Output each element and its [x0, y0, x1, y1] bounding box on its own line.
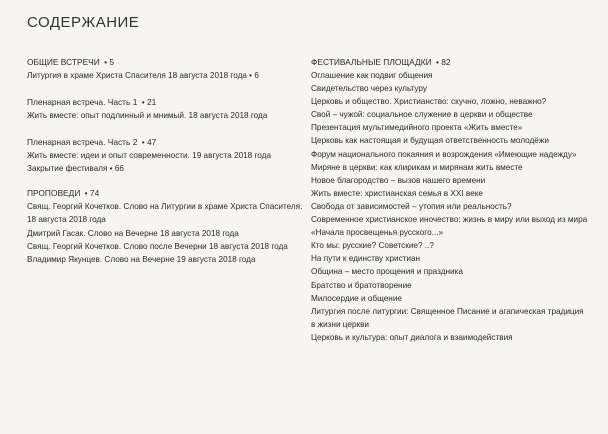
toc-entry: Свящ. Георгий Кочетков. Слово после Вечерни 18 августа 2018 года	[27, 241, 288, 251]
toc-entry: На пути к единству христиан	[311, 254, 421, 264]
toc-entry: Современное христианское иночество: жизнь в миру или выход из мира	[311, 215, 588, 225]
page-number: • 74	[84, 188, 100, 199]
section-heading	[27, 56, 297, 69]
toc-entry: Жить вместе: опыт подлинный и мнимый. 18 августа 2018 года	[27, 111, 268, 121]
toc-entry: Церковь как настоящая и будущая ответственность молодёжи	[311, 136, 549, 146]
toc-entry: в жизни церкви	[311, 319, 370, 329]
page-title: СОДЕРЖАНИЕ	[27, 14, 140, 31]
toc-entry: Закрытие фестиваля • 66	[27, 164, 124, 174]
toc-entry: Свой – чужой: социальное служение в церкви и обществе	[311, 110, 533, 120]
toc-section-plenary-1	[27, 96, 297, 122]
toc-entry: Форум национального покаяния и возрождения «Имеющие надежду»	[311, 149, 577, 159]
toc-entry: Литургия после литургии: Священное Писание и агапическая традиция	[311, 306, 584, 316]
toc-entry: Миряне в церкви: как клирикам и мирянам жить вместе	[311, 162, 523, 172]
section-heading-text: ПРОПОВЕДИ	[27, 188, 81, 199]
toc-entry: Кто мы: русские? Советские? ..?	[311, 241, 434, 251]
toc-entry: Братство и братотворение	[311, 280, 412, 290]
toc-section-plenary-2	[27, 136, 297, 175]
section-heading-text: Пленарная встреча. Часть 2	[27, 137, 138, 148]
toc-entry: Новое благородство – вызов нашего времени	[311, 175, 486, 185]
toc-entry: Владимир Якунцев. Слово на Вечерне 19 августа 2018 года	[27, 254, 256, 264]
toc-section-sermons	[27, 187, 303, 265]
toc-entry: Церковь и общество. Христианство: скучно, ложно, неважно?	[311, 97, 547, 107]
toc-entry: «Начала просвещенья русского...»	[311, 228, 444, 238]
toc-entry: Община – место прощения и праздника	[311, 267, 463, 277]
toc-entry: Жить вместе: идеи и опыт современности. 19 августа 2018 года	[27, 151, 272, 161]
section-heading-text: ФЕСТИВАЛЬНЫЕ ПЛОЩАДКИ	[311, 57, 432, 67]
toc-section-general-meetings	[27, 56, 297, 82]
section-heading-text: Пленарная встреча. Часть 1	[27, 97, 138, 108]
toc-entry: Свобода от зависимостей – утопия или реальность?	[311, 201, 512, 211]
page-number: • 21	[141, 97, 157, 108]
toc-entry: Свящ. Георгий Кочетков. Слово на Литургии в храме Христа Спасителя.	[27, 202, 303, 212]
section-heading-text: ОБЩИЕ ВСТРЕЧИ	[27, 57, 100, 67]
page-number: • 47	[141, 137, 157, 148]
toc-entry: Милосердие и общение	[311, 293, 402, 303]
toc-entry: Свидетельство через культуру	[311, 84, 427, 94]
toc-entry: Дмитрий Гасак. Слово на Вечерне 18 августа 2018 года	[27, 228, 239, 238]
section-heading	[27, 96, 297, 109]
toc-entry: Оглашение как подвиг общения	[311, 71, 433, 80]
page-number: • 82	[435, 57, 451, 67]
toc-entry: 18 августа 2018 года	[27, 215, 106, 225]
toc-entry: Жить вместе: христианская семья в XXI веке	[311, 188, 483, 198]
left-column	[27, 56, 303, 276]
toc-entry: Литургия в храме Христа Спасителя 18 августа 2018 года • 6	[27, 71, 259, 80]
page-number: • 5	[104, 57, 115, 67]
section-heading	[27, 136, 297, 149]
section-heading	[27, 187, 297, 200]
section-heading	[311, 56, 601, 69]
toc-entry: Церковь и культура: опыт диалога и взаимодействия	[311, 332, 513, 342]
toc-entry: Презентация мультимедийного проекта «Жить вместе»	[311, 123, 523, 133]
right-column	[311, 56, 601, 344]
